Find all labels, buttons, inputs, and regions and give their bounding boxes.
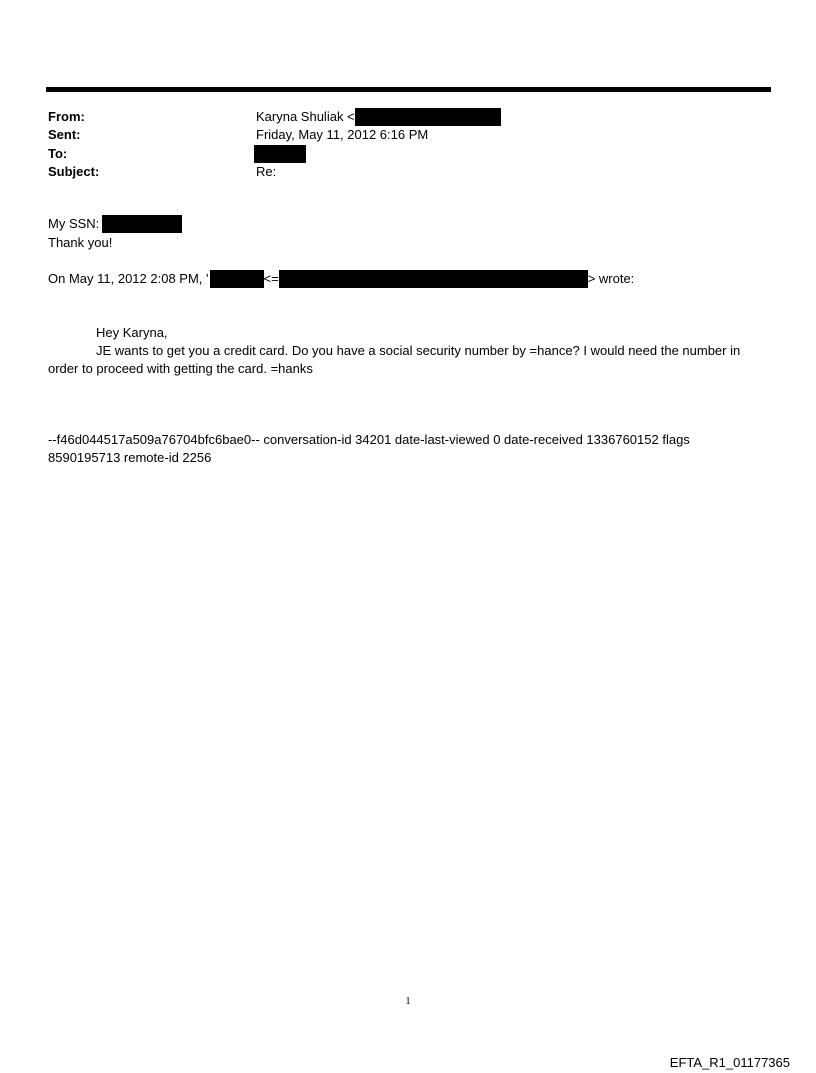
meta-line-2 xyxy=(48,449,211,467)
meta-text-2: 8590195713 remote-id 2256 xyxy=(48,450,212,465)
thanks-text: Thank you! xyxy=(48,235,113,250)
quote-header-line xyxy=(48,270,634,288)
subject-label: Subject: xyxy=(48,164,100,179)
meta-line-1 xyxy=(48,431,690,449)
sent-value: Friday, May 11, 2012 6:16 PM xyxy=(256,127,429,142)
message-line-1 xyxy=(96,342,740,360)
redaction-quote-email xyxy=(279,270,588,288)
sent-label: Sent: xyxy=(48,127,81,142)
redaction-to xyxy=(254,145,306,163)
page-number: 1 xyxy=(405,995,411,1007)
quote-lt: <= xyxy=(263,271,279,286)
quote-suffix: > wrote: xyxy=(587,271,635,286)
from-value xyxy=(256,108,501,126)
to-value xyxy=(254,145,306,163)
greeting-line xyxy=(96,324,168,342)
to-label: To: xyxy=(48,146,68,161)
thanks-line xyxy=(48,234,112,252)
redaction-quote-name xyxy=(210,270,264,288)
from-label: From: xyxy=(48,109,85,124)
ssn-label: My SSN: xyxy=(48,216,100,231)
message-text-2: order to proceed with getting the card. =hanks xyxy=(48,361,313,376)
from-name: Karyna Shuliak < xyxy=(256,109,355,124)
ssn-line xyxy=(48,215,182,233)
meta-text-1: --f46d044517a509a76704bfc6bae0-- conversation-id 34201 date-last-viewed 0 date-received 1336760152 flags xyxy=(48,432,690,447)
document-id: EFTA_R1_01177365 xyxy=(669,1055,790,1070)
message-text-1: JE wants to get you a credit card. Do you have a social security number by =hance? I would need the number in xyxy=(96,343,741,358)
header-divider xyxy=(46,87,771,92)
redaction-ssn xyxy=(102,215,182,233)
greeting-text: Hey Karyna, xyxy=(96,325,168,340)
quote-prefix: On May 11, 2012 2:08 PM, ' xyxy=(48,271,209,286)
subject-value: Re: xyxy=(256,164,277,179)
redaction-from-email xyxy=(355,108,501,126)
message-line-2 xyxy=(48,360,313,378)
